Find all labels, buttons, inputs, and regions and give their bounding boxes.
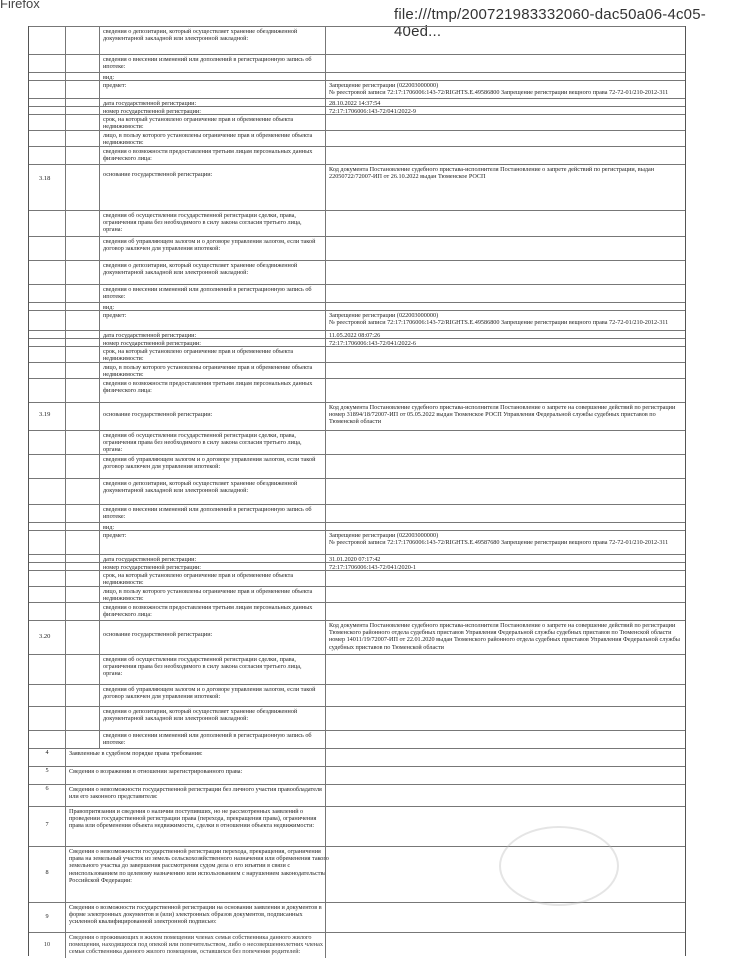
table-row [29,164,685,210]
row-number: 6 [45,785,49,792]
subject-value: № реестровой записи 72:17:1706006:143-72/RIGHTS.E.49587680 Запрещение регистрации вещного права 72-72-01/210-2012-311 [329,539,669,547]
table-row [29,706,685,730]
table-row [29,902,685,932]
row-label: Сведения о возможности государственной регистрации на основании заявления и документов в форме электронных документов и (или) электронных образов документов, подписанных усиленной квалифицированной электронной подписью: [65,903,335,932]
row-label: Сведения о проживающих в жилом помещении членах семьи собственника данного жилого помещения, находящихся под опекой или попечительством, либо о несовершеннолетних членах семьи собственника данного жилого помещения, оставшихся без попечения родителей: [65,933,335,958]
stamp-watermark [499,826,619,906]
row-label: Сведения о невозможности государственной регистрации перехода, прекращения, ограничения права на земельный участок из земель сельскохозяйственного назначения или обременения такого земельного участка до завершения рассмотрения судом дела о его изъятии в связи с неиспользованием по целевому назначению или использованием с нарушением законодательства Российской Федерации: [65,847,335,902]
table-row [29,284,685,302]
pledge-label: сведения об управляющем залогом и о договоре управления залогом, если такой договор заключен для управления ипотекой: [99,237,323,260]
table-row [29,26,685,54]
consent-label: сведения об осуществлении государственной регистрации сделки, права, ограничения права без необходимого в силу закона согласия третьего лица, органа: [99,211,323,236]
beneficiary-label: лицо, в пользу которого установлены ограничение прав и обременение объекта недвижимости: [99,363,323,378]
subject-label: предмет: [99,311,323,330]
table-row [29,338,685,346]
reg-date-label: дата государственной регистрации: [99,555,323,562]
third-party-label: сведения о возможности предоставления третьим лицам персональных данных физического лица: [99,147,323,164]
section-number: 3.18 [39,175,51,182]
table-row [29,654,685,684]
table-row [29,932,685,958]
row-number: 5 [45,767,49,774]
kind-label: вид: [99,303,323,310]
table-row [29,106,685,114]
reg-number-value: 72:17:1706006:143-72/041/2022-6 [325,339,687,346]
basis-label: основание государственной регистрации: [99,165,323,210]
reg-date-value: 11.05.2022 08:07:26 [325,331,687,338]
table-row [29,586,685,602]
table-row [29,98,685,106]
table-row [29,378,685,402]
depositary-label: сведения о депозитарии, который осуществляет хранение обездвиженной документарной закладной или электронной закладной: [99,479,323,504]
reg-date-label: дата государственной регистрации: [99,331,323,338]
reg-number-value: 72:17:1706006:143-72/041/2020-1 [325,563,687,570]
section-number: 3.19 [39,411,51,418]
reg-date-value: 28.10.2022 14:37:54 [325,99,687,106]
basis-value: Код документа Постановление судебного пристава-исполнителя Постановление о запрете на совершение действий по регистрации номер 31894/18/72007-ИП от 05.05.2022 выдан Тюменское РОСП Управления Федеральной службы судебных приставов по Тюменской области [325,403,687,430]
beneficiary-label: лицо, в пользу которого установлены ограничение прав и обременение объекта недвижимости: [99,587,323,602]
table-row [29,784,685,806]
kind-value: Запрещение регистрации (022003000000) [329,312,439,319]
table-row [29,114,685,130]
table-row [29,684,685,706]
kind-label: вид: [99,73,323,80]
table-row [29,530,685,554]
row-number: 7 [45,821,49,828]
kind-subject-value [325,81,687,98]
table-row [29,346,685,362]
kind-value: Запрещение регистрации (022003000000) [329,82,439,89]
table-row [29,522,685,530]
table-row [29,210,685,236]
table-row [29,260,685,284]
table-row [29,80,685,98]
table-row [29,730,685,748]
table-row [29,554,685,562]
reg-number-label: номер государственной регистрации: [99,107,323,114]
table-row [29,430,685,454]
table-row [29,302,685,310]
depositary-value [325,27,687,54]
browser-app-name: Firefox [0,0,40,11]
consent-label: сведения об осуществлении государственной регистрации сделки, права, ограничения права без необходимого в силу закона согласия третьего лица, органа: [99,431,323,454]
section-divider [65,26,66,748]
table-row [29,146,685,164]
term-label: срок, на который установлено ограничение прав и обременение объекта недвижимости: [99,571,323,586]
table-row [29,504,685,522]
row-label: Правопритязания и сведения о наличии поступивших, но не рассмотренных заявлений о проведении государственной регистрации права (перехода, прекращения права), ограничения права или обременения объекта недвижимости, сделки в отношении объекта недвижимости: [65,807,335,846]
row-label: Заявленные в судебном порядке права требования: [65,749,335,766]
third-party-label: сведения о возможности предоставления третьим лицам персональных данных физического лица: [99,603,323,620]
depositary-label: сведения о депозитарии, который осуществляет хранение обездвиженной документарной закладной или электронной закладной: [99,27,323,54]
depositary-label: сведения о депозитарии, который осуществляет хранение обездвиженной документарной закладной или электронной закладной: [99,707,323,730]
table-row [29,330,685,338]
table-row [29,402,685,430]
beneficiary-label: лицо, в пользу которого установлены ограничение прав и обременение объекта недвижимости: [99,131,323,146]
subject-value: № реестровой записи 72:17:1706006:143-72/RIGHTS.E.49586800 Запрещение регистрации вещного права 72-72-01/210-2012-311 [329,89,669,97]
table-row [29,72,685,80]
depositary-label: сведения о депозитарии, который осуществляет хранение обездвиженной документарной закладной или электронной закладной: [99,261,323,284]
subject-value: № реестровой записи 72:17:1706006:143-72/RIGHTS.E.49586800 Запрещение регистрации вещного права 72-72-01/210-2012-311 [329,319,669,327]
row-number: 9 [45,913,49,920]
basis-label: основание государственной регистрации: [99,621,323,654]
changes-label: сведения о внесении изменений или дополнений в регистрационную запись об ипотеке: [99,505,323,522]
changes-label: сведения о внесении изменений или дополнений в регистрационную запись об ипотеке: [99,285,323,302]
table-row [29,310,685,330]
table-row [29,478,685,504]
reg-date-label: дата государственной регистрации: [99,99,323,106]
term-label: срок, на который установлено ограничение прав и обременение объекта недвижимости: [99,347,323,362]
changes-label: сведения о внесении изменений или дополнений в регистрационную запись об ипотеке: [99,55,323,72]
subject-label: предмет: [99,531,323,554]
table-row [29,748,685,766]
consent-label: сведения об осуществлении государственной регистрации сделки, права, ограничения права без необходимого в силу закона согласия третьего лица, органа: [99,655,323,684]
basis-value: Код документа Постановление судебного пристава-исполнителя Постановление о запрете действий по регистрации, выдан 22050722/72007-ИП от 26.10.2022 выдан Тюменское РОСП [325,165,687,210]
address-bar-url[interactable]: file:///tmp/200721983332060-dac50a06-4c05-40ed... [394,6,706,40]
kind-label: вид: [99,523,323,530]
reg-number-label: номер государственной регистрации: [99,339,323,346]
table-row [29,766,685,784]
pledge-label: сведения об управляющем залогом и о договоре управления залогом, если такой договор заключен для управления ипотекой: [99,685,323,706]
pledge-label: сведения об управляющем залогом и о договоре управления залогом, если такой договор заключен для управления ипотекой: [99,455,323,478]
basis-label: основание государственной регистрации: [99,403,323,430]
table-row [29,602,685,620]
row-number: 4 [45,749,49,756]
third-party-label: сведения о возможности предоставления третьим лицам персональных данных физического лица: [99,379,323,402]
section-number: 3.20 [39,633,51,640]
row-number: 10 [43,941,51,948]
changes-label: сведения о внесении изменений или дополнений в регистрационную запись об ипотеке: [99,731,323,748]
table-row [29,620,685,654]
table-row [29,54,685,72]
table-row [29,570,685,586]
table-row [29,454,685,478]
reg-date-value: 31.01.2020 07:17:42 [325,555,687,562]
table-row [29,362,685,378]
subject-label: предмет: [99,81,323,98]
basis-value: Код документа Постановление судебного пристава-исполнителя Постановление о запрете на совершение действий по регистрации Тюменского районного отдела судебных приставов Управления Федеральной службы судебных приставов по Тюменской области номер 14011/19/72007-ИП от 22.01.2020 выдан Тюменского районного отдела судебных приставов Управления Федеральной службы судебных приставов по Тюменской области [325,621,687,654]
kind-value: Запрещение регистрации (022003000000) [329,532,439,539]
row-label: Сведения о возражении в отношении зарегистрированного права: [65,767,335,784]
document-page [28,26,686,956]
reg-number-label: номер государственной регистрации: [99,563,323,570]
row-number: 8 [45,869,49,876]
table-row [29,130,685,146]
table-row [29,562,685,570]
term-label: срок, на который установлено ограничение прав и обременение объекта недвижимости: [99,115,323,130]
table-row [29,236,685,260]
reg-number-value: 72:17:1706006:143-72/041/2022-9 [325,107,687,114]
row-label: Сведения о невозможности государственной регистрации без личного участия правообладателя или его законного представителя: [65,785,335,806]
